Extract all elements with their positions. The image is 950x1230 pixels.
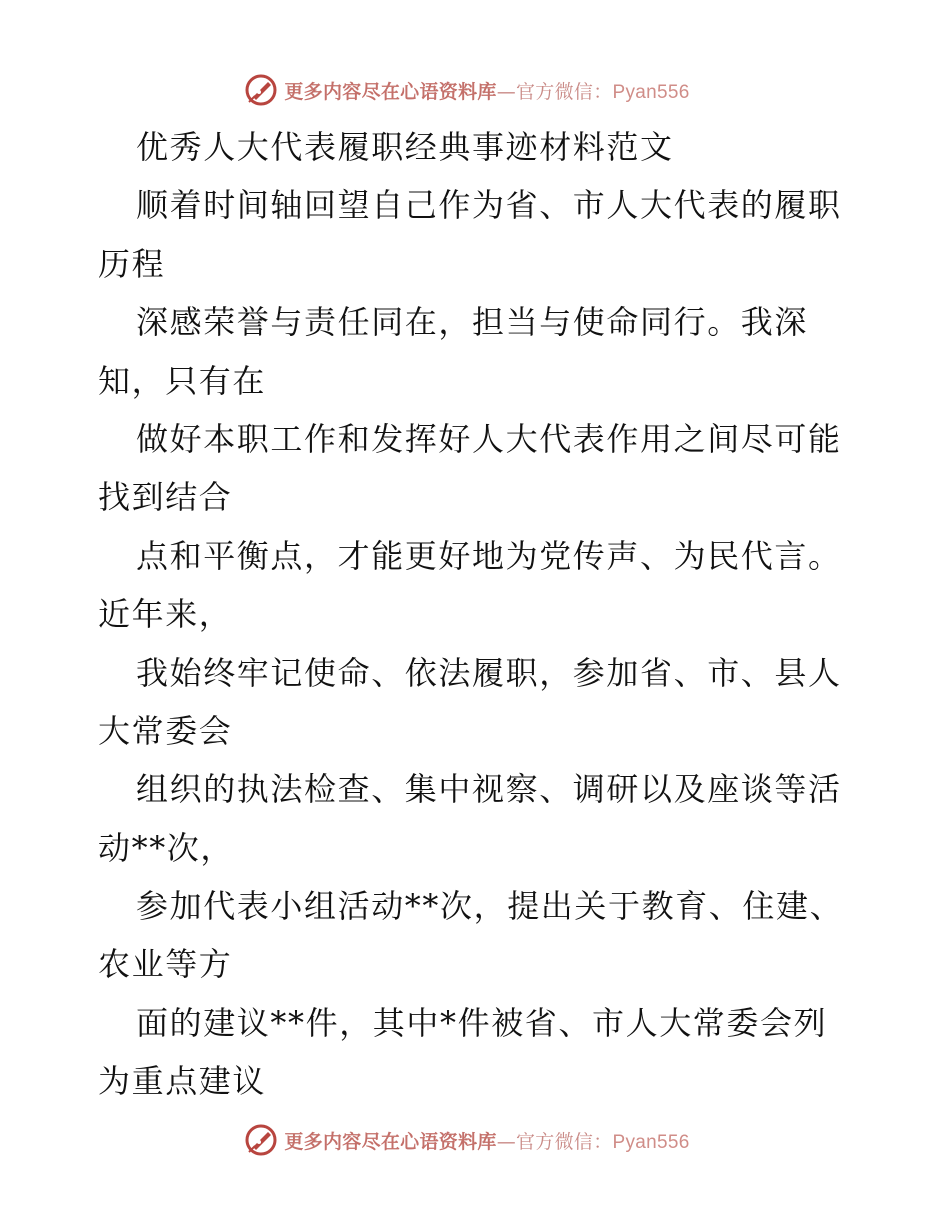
paragraph-line: 组织的执法检查、集中视察、调研以及座谈等活 [136,770,842,809]
paragraph-line: 参加代表小组活动**次，提出关于教育、住建、 [136,887,844,926]
paragraph-line: 近年来， [98,595,233,634]
banner-text [284,77,689,104]
paragraph-line: 农业等方 [98,945,233,984]
paragraph-line: 动**次， [98,828,235,867]
paragraph-line: 面的建议**件，其中*件被省、市人大常委会列 [136,1003,828,1042]
paragraph-line: 为重点建议 [98,1062,267,1101]
banner-main-text: 更多内容尽在心语资料库 [284,1130,497,1153]
banner-text [284,1127,689,1154]
header-banner [0,68,950,112]
paragraph-line: 深感荣誉与责任同在，担当与使命同行。我深 [136,303,809,342]
banner-wechat-id: Pyan556 [612,81,690,103]
paragraph-line: 点和平衡点，才能更好地为党传声、为民代言。 [136,536,842,575]
banner-inner [244,73,689,107]
banner-wechat-label: 官方微信： [516,1130,613,1153]
banner-inner [244,1123,689,1157]
paragraph-line: 做好本职工作和发挥好人大代表作用之间尽可能 [136,419,842,458]
paragraph-line: 我始终牢记使命、依法履职，参加省、市、县人 [136,653,842,692]
banner-wechat-label: 官方微信： [516,80,613,103]
paragraph-line: 大常委会 [98,711,233,750]
paragraph-line: 历程 [98,244,166,283]
paragraph-line: 知，只有在 [98,361,267,400]
paragraph-line: 找到结合 [98,478,233,517]
document-body [98,118,858,1111]
paragraph-line: 顺着时间轴回望自己作为省、市人大代表的履职 [136,186,842,225]
document-title: 优秀人大代表履职经典事迹材料范文 [136,128,674,166]
banner-wechat-id: Pyan556 [612,1131,690,1153]
banner-separator: — [496,80,516,103]
pen-logo-icon [244,1123,278,1157]
footer-banner [0,1118,950,1162]
banner-main-text: 更多内容尽在心语资料库 [284,80,497,103]
pen-logo-icon [244,73,278,107]
banner-separator: — [496,1130,516,1153]
